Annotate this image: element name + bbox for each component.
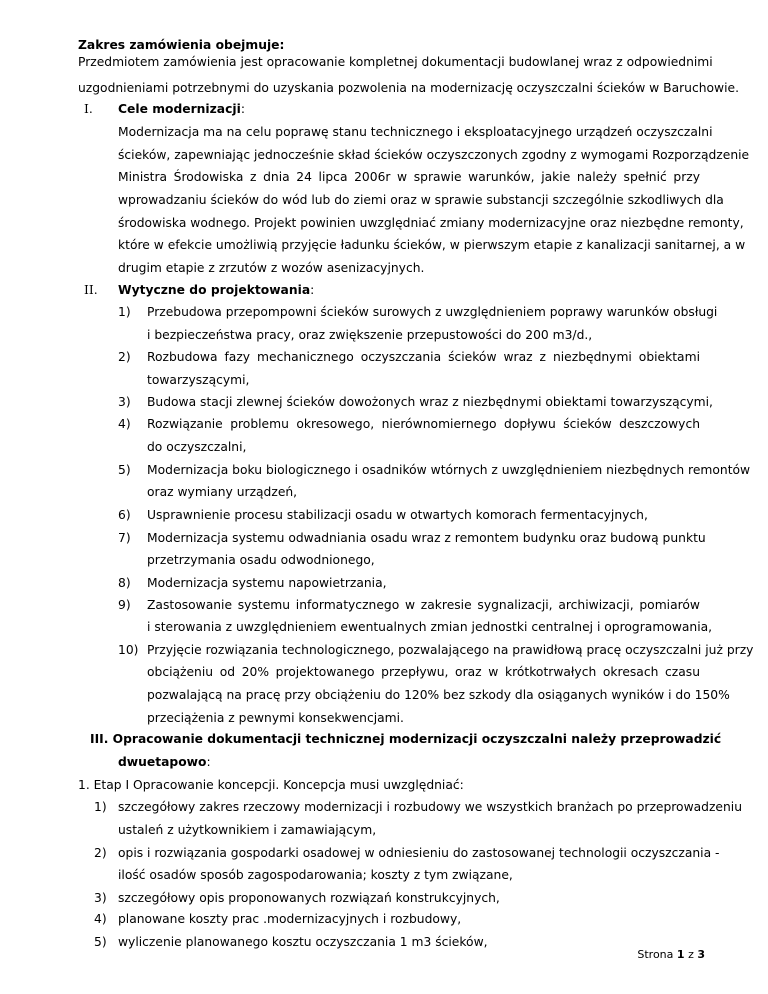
section-heading: Cele modernizacji:	[118, 102, 245, 117]
paragraph-line: drugim etapie z zrzutów z wozów asenizacyjnych.	[118, 260, 425, 275]
list-item-line: obciążeniu od 20% projektowanego przepływu, oraz w krótkotrwałych okresach czasu	[147, 665, 700, 680]
list-number: 3)	[118, 394, 131, 409]
list-item-line: Rozbudowa fazy mechanicznego oczyszczania ścieków wraz z niezbędnymi obiektami	[147, 350, 700, 365]
list-number: 2)	[94, 845, 107, 860]
list-item-line: opis i rozwiązania gospodarki osadowej w odniesieniu do zastosowanej technologii oczyszczania -	[118, 845, 720, 860]
page-footer: Strona 1 z 3	[637, 948, 705, 961]
list-item-line: Zastosowanie systemu informatycznego w zakresie sygnalizacji, archiwizacji, pomiarów	[147, 597, 700, 612]
section-heading: III. Opracowanie dokumentacji technicznej modernizacji oczyszczalni należy przeprowadzić	[90, 732, 722, 747]
list-item-line: planowane koszty prac .modernizacyjnych i rozbudowy,	[118, 912, 462, 927]
list-item-line: Modernizacja boku biologicznego i osadników wtórnych z uwzględnieniem niezbędnych remontów	[147, 462, 751, 477]
list-item-line: oraz wymiany urządzeń,	[147, 485, 298, 500]
list-item-line: Usprawnienie procesu stabilizacji osadu w otwartych komorach fermentacyjnych,	[147, 507, 648, 522]
paragraph-line: ścieków, zapewniając jednocześnie skład ścieków oczyszczonych zgodny z wymogami Rozporządzenie	[118, 147, 750, 162]
intro-line: uzgodnieniami potrzebnymi do uzyskania pozwolenia na modernizację oczyszczalni ścieków w Baruchowie.	[78, 80, 739, 95]
list-item-line: Modernizacja systemu napowietrzania,	[147, 575, 387, 590]
stage-heading: 1. Etap I Opracowanie koncepcji. Koncepcja musi uwzględniać:	[78, 777, 464, 792]
list-number: 1)	[118, 305, 131, 320]
list-item-line: i sterowania z uwzględnieniem ewentualnych zmian jednostki centralnej i oprogramowania,	[147, 620, 713, 635]
section-heading: Wytyczne do projektowania:	[118, 282, 315, 297]
paragraph-line: Modernizacja ma na celu poprawę stanu technicznego i eksploatacyjnego urządzeń oczyszczalni	[118, 125, 713, 140]
list-item-line: przetrzymania osadu odwodnionego,	[147, 553, 375, 568]
list-number: 7)	[118, 530, 131, 545]
list-number: 4)	[118, 417, 131, 432]
list-number: 3)	[94, 890, 107, 905]
list-number: 10)	[118, 642, 139, 657]
section-heading: dwuetapowo:	[118, 755, 211, 769]
list-number: 5)	[118, 462, 131, 477]
list-item-line: wyliczenie planowanego kosztu oczyszczania 1 m3 ścieków,	[118, 935, 488, 950]
list-number: 9)	[118, 597, 131, 612]
page-title: Zakres zamówienia obejmuje:	[78, 38, 285, 53]
list-item-line: Przebudowa przepompowni ścieków surowych z uwzględnieniem poprawy warunków obsługi	[147, 305, 718, 320]
list-number: 2)	[118, 350, 131, 365]
list-item-line: Rozwiązanie problemu okresowego, nierównomiernego dopływu ścieków deszczowych	[147, 417, 700, 432]
paragraph-line: które w efekcie umożliwią przyjęcie ładunku ścieków, w pierwszym etapie z kanalizacji sanitarnej, a w	[118, 238, 746, 253]
paragraph-line: środowiska wodnego. Projekt powinien uwzględniać zmiany modernizacyjne oraz niezbędne remonty,	[118, 215, 744, 230]
list-item-line: Modernizacja systemu odwadniania osadu wraz z remontem budynku oraz budową punktu	[147, 530, 706, 545]
list-item-line: do oczyszczalni,	[147, 440, 247, 455]
list-item-line: Budowa stacji zlewnej ścieków dowożonych wraz z niezbędnymi obiektami towarzyszącymi,	[147, 394, 713, 409]
paragraph-line: Ministra Środowiska z dnia 24 lipca 2006r w sprawie warunków, jakie należy spełnić przy	[118, 170, 700, 185]
list-item-line: Przyjęcie rozwiązania technologicznego, pozwalającego na prawidłową pracę oczyszczalni już przy	[147, 642, 754, 657]
section-numeral: I.	[84, 102, 93, 117]
list-number: 5)	[94, 935, 107, 950]
list-number: 8)	[118, 575, 131, 590]
list-item-line: towarzyszącymi,	[147, 373, 250, 388]
list-number: 4)	[94, 912, 107, 927]
list-item-line: i bezpieczeństwa pracy, oraz zwiększenie przepustowości do 200 m3/d.,	[147, 327, 593, 342]
list-number: 1)	[94, 800, 107, 815]
list-item-line: ustaleń z użytkownikiem i zamawiającym,	[118, 822, 377, 837]
list-item-line: przeciążenia z pewnymi konsekwencjami.	[147, 710, 404, 725]
list-item-line: szczegółowy opis proponowanych rozwiązań konstrukcyjnych,	[118, 890, 500, 905]
list-item-line: pozwalającą na pracę przy obciążeniu do 120% bez szkody dla osiąganych wyników i do 150%	[147, 688, 730, 703]
intro-line: Przedmiotem zamówienia jest opracowanie kompletnej dokumentacji budowlanej wraz z odpowiednimi	[78, 55, 713, 70]
list-number: 6)	[118, 507, 131, 522]
section-numeral: II.	[84, 282, 98, 297]
list-item-line: ilość osadów sposób zagospodarowania; koszty z tym związane,	[118, 868, 513, 883]
list-item-line: szczegółowy zakres rzeczowy modernizacji i rozbudowy we wszystkich branżach po przeprowadzeniu	[118, 800, 743, 815]
paragraph-line: wprowadzaniu ścieków do wód lub do ziemi oraz w sprawie substancji szczególnie szkodliwych dla	[118, 192, 724, 207]
